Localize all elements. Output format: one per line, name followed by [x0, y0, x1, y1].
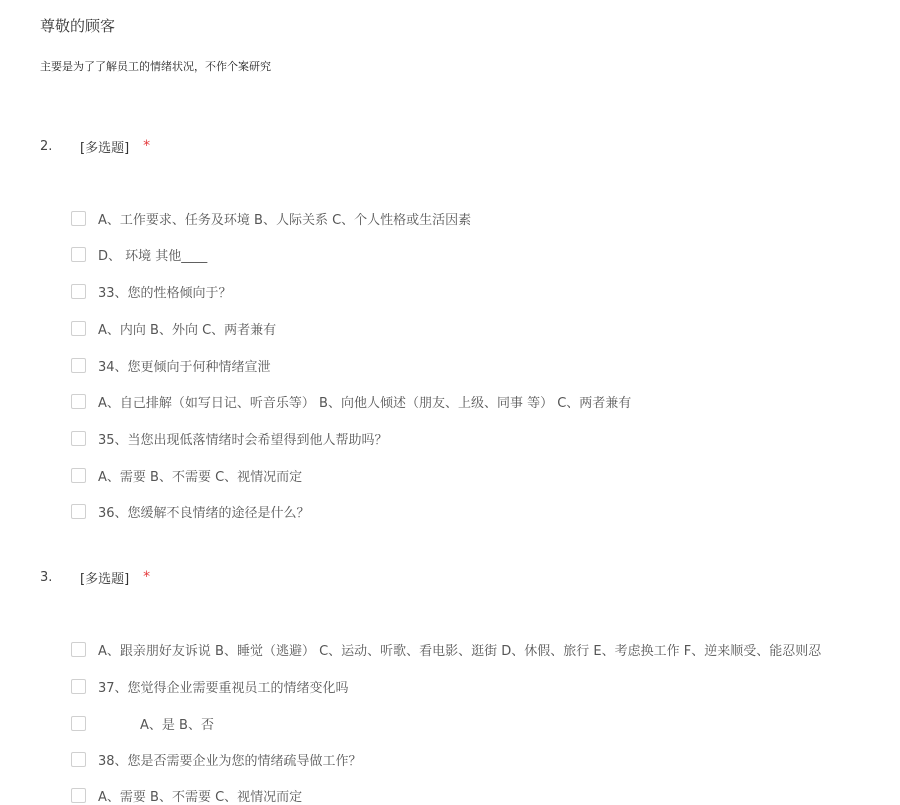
question-type: [多选题]: [80, 571, 130, 587]
option-3-1[interactable]: [71, 639, 821, 659]
checkbox[interactable]: [71, 211, 86, 226]
checkbox[interactable]: [71, 642, 86, 657]
checkbox[interactable]: [71, 679, 86, 694]
option-3-2[interactable]: [71, 676, 349, 696]
option-label: A、需要 B、不需要 C、视情况而定: [98, 789, 303, 805]
option-label: D、 环境 其他____: [98, 248, 208, 264]
checkbox[interactable]: [71, 394, 86, 409]
option-2-4[interactable]: [71, 318, 276, 338]
option-label: A、自己排解（如写日记、听音乐等） B、向他人倾述（朋友、上级、同事 等） C、两者兼有: [98, 395, 632, 411]
option-2-2[interactable]: [71, 244, 207, 264]
checkbox[interactable]: [71, 431, 86, 446]
option-2-7[interactable]: [71, 428, 388, 448]
option-2-8[interactable]: [71, 465, 302, 485]
required-marker: *: [143, 138, 151, 154]
option-label: A、跟亲朋好友诉说 B、睡觉（逃避） C、运动、听歌、看电影、逛街 D、休假、旅行 E、考虑换工作 F、逆来顺受、能忍则忍: [98, 643, 822, 659]
option-2-5[interactable]: [71, 355, 271, 375]
checkbox[interactable]: [71, 504, 86, 519]
checkbox[interactable]: [71, 468, 86, 483]
survey-intro: 主要是为了了解员工的情绪状况，不作个案研究: [40, 60, 271, 73]
required-marker: *: [143, 569, 151, 585]
option-3-4[interactable]: [71, 749, 362, 769]
question-number: 2.: [40, 138, 53, 154]
option-label: 34、您更倾向于何种情绪宣泄: [98, 359, 271, 375]
checkbox[interactable]: [71, 358, 86, 373]
option-label: A、需要 B、不需要 C、视情况而定: [98, 469, 303, 485]
greeting-title: 尊敬的顾客: [40, 17, 116, 35]
option-3-3[interactable]: [71, 713, 214, 733]
question-type: [多选题]: [80, 140, 130, 156]
option-3-5[interactable]: [71, 785, 302, 805]
option-label: 33、您的性格倾向于？: [98, 285, 232, 301]
checkbox[interactable]: [71, 321, 86, 336]
option-label: A、是 B、否: [140, 717, 214, 733]
checkbox[interactable]: [71, 247, 86, 262]
checkbox[interactable]: [71, 716, 86, 731]
option-2-6[interactable]: [71, 391, 631, 411]
option-label: 36、您缓解不良情绪的途径是什么？: [98, 505, 310, 521]
option-label: 35、当您出现低落情绪时会希望得到他人帮助吗？: [98, 432, 388, 448]
option-label: A、内向 B、外向 C、两者兼有: [98, 322, 277, 338]
question-number: 3.: [40, 569, 53, 585]
checkbox[interactable]: [71, 788, 86, 803]
question-3-header: [40, 567, 150, 587]
question-2-header: [40, 136, 150, 156]
checkbox[interactable]: [71, 284, 86, 299]
option-label: 37、您觉得企业需要重视员工的情绪变化吗: [98, 680, 349, 696]
option-2-9[interactable]: [71, 501, 310, 521]
option-2-1[interactable]: [71, 208, 471, 228]
option-2-3[interactable]: [71, 281, 232, 301]
checkbox[interactable]: [71, 752, 86, 767]
option-label: 38、您是否需要企业为您的情绪疏导做工作？: [98, 753, 362, 769]
option-label: A、工作要求、任务及环境 B、人际关系 C、个人性格或生活因素: [98, 212, 472, 228]
